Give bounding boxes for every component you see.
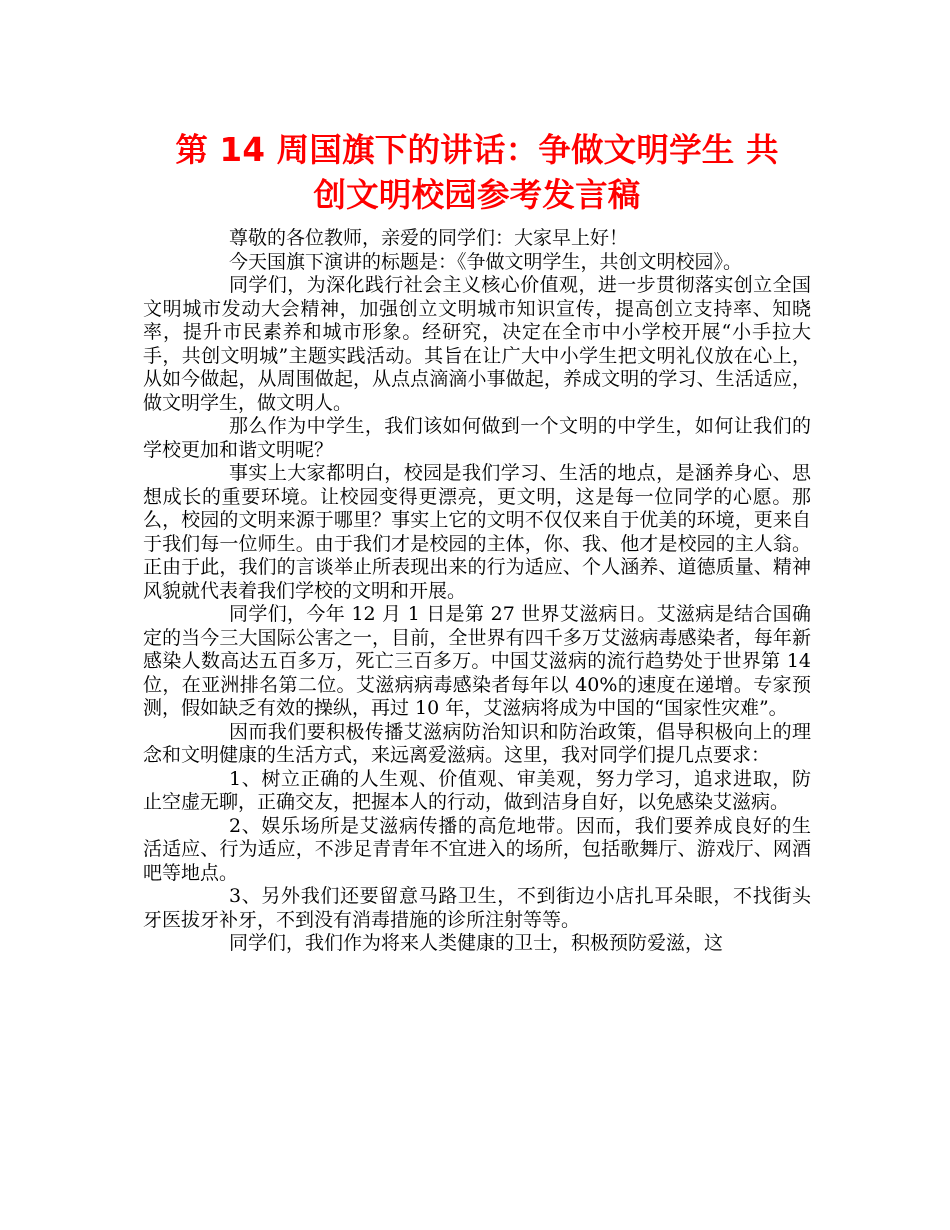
title-line-2: 创文明校园参考发言稿 bbox=[313, 176, 641, 214]
topic-paragraph: 今天国旗下演讲的标题是：《争做文明学生，共创文明校园》。 bbox=[229, 250, 743, 273]
body-paragraph: 同学们，为深化践行社会主义核心价值观，进一步贯彻落实创立全国文明城市发动大会精神，加强创立文明城市知识宣传，提高创立支持率、知晓率，提升市民素养和城市形象。经研究，决定在全市中小学校开展“小手拉大手，共创文明城”主题实践活动。其旨在让广大中小学生把文明礼仪放在心上，从如今做起，从周围做起，从点点滴滴小事做起，养成文明的学习、生活适应，做文明学生，做文明人。 bbox=[143, 274, 811, 414]
document-body bbox=[143, 227, 811, 956]
document-page bbox=[143, 128, 811, 956]
body-paragraph: 因而我们要积极传播艾滋病防治知识和防治政策，倡导积极向上的理念和文明健康的生活方式，来远离爱滋病。这里，我对同学们提几点要求： bbox=[143, 720, 811, 766]
list-item-paragraph: 1、树立正确的人生观、价值观、审美观，努力学习，追求进取，防止空虚无聊，正确交友，把握本人的行动，做到洁身自好，以免感染艾滋病。 bbox=[143, 767, 811, 813]
document-title bbox=[143, 128, 811, 218]
body-paragraph: 那么作为中学生，我们该如何做到一个文明的中学生，如何让我们的学校更加和谐文明呢？ bbox=[143, 415, 811, 461]
list-item-paragraph: 2、娱乐场所是艾滋病传播的高危地带。因而，我们要养成良好的生活适应、行为适应，不涉足青青年不宜进入的场所，包括歌舞厅、游戏厅、网酒吧等地点。 bbox=[143, 814, 811, 884]
greeting-paragraph: 尊敬的各位教师，亲爱的同学们：大家早上好！ bbox=[229, 227, 629, 249]
body-paragraph: 同学们，今年 12 月 1 日是第 27 世界艾滋病日。艾滋病是结合国确定的当今三大国际公害之一，目前，全世界有四千多万艾滋病毒感染者，每年新感染人数高达五百多万，死亡三百多万。中国艾滋病的流行趋势处于世界第 14 位，在亚洲排名第二位。艾滋病病毒感染者每年以 40%的速度在递增。专家预测，假如缺乏有效的操纵，再过 10 年，艾滋病将成为中国的“国家性灾难”。 bbox=[143, 603, 811, 719]
list-item-paragraph: 3、另外我们还要留意马路卫生，不到街边小店扎耳朵眼，不找街头牙医拔牙补牙，不到没有消毒措施的诊所注射等等。 bbox=[143, 885, 811, 931]
title-line-1: 第 14 周国旗下的讲话：争做文明学生 共 bbox=[175, 131, 779, 169]
body-paragraph: 事实上大家都明白，校园是我们学习、生活的地点，是涵养身心、思想成长的重要环境。让校园变得更漂亮，更文明，这是每一位同学的心愿。那么，校园的文明来源于哪里？事实上它的文明不仅仅来自于优美的环境，更来自于我们每一位师生。由于我们才是校园的主体，你、我、他才是校园的主人翁。正由于此，我们的言谈举止所表现出来的行为适应、个人涵养、道德质量、精神风貌就代表着我们学校的文明和开展。 bbox=[143, 462, 811, 602]
body-paragraph: 同学们，我们作为将来人类健康的卫士，积极预防爱滋，这 bbox=[229, 932, 724, 954]
